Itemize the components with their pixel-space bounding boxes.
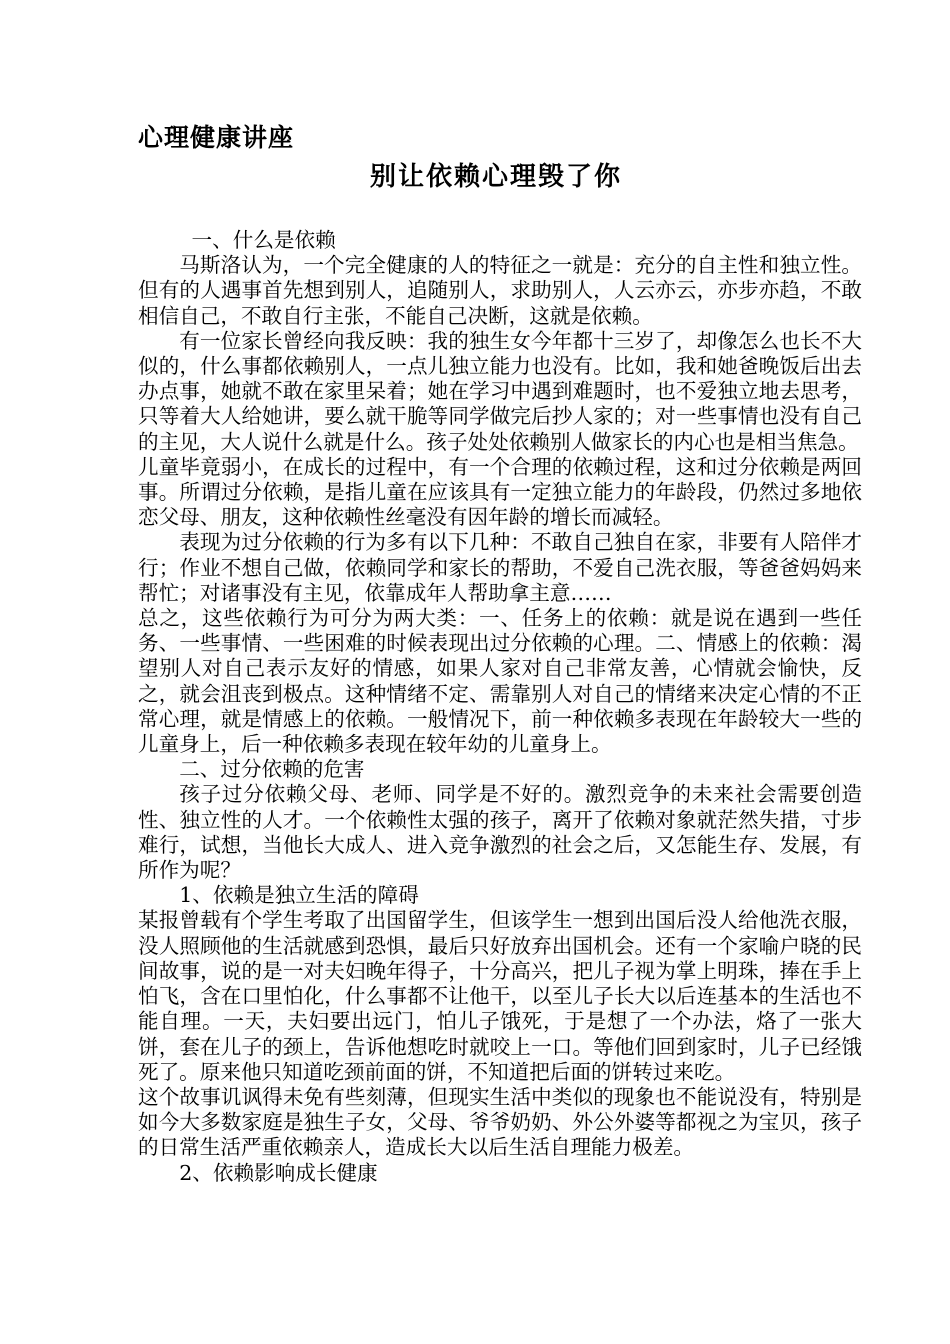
paragraph: 孩子过分依赖父母、老师、同学是不好的。激烈竞争的未来社会需要创造性、独立性的人才。一个依赖性太强的孩子，离开了依赖对象就茫然失措，寸步难行，试想，当他长大成人、进入竞争激烈的社会之后，又怎能生存、发展，有所作为呢？ [138,782,862,883]
subsection-heading-2: 2、依赖影响成长健康 [179,1160,378,1185]
paragraph: 某报曾载有个学生考取了出国留学生，但该学生一想到出国后没人给他洗衣服，没人照顾他的生活就感到恐惧，最后只好放弃出国机会。还有一个家喻户晓的民间故事，说的是一对夫妇晚年得子，十分高兴，把儿子视为掌上明珠，捧在手上怕飞，含在口里怕化，什么事都不让他干，以至儿子长大以后连基本的生活也不能自理。一天，夫妇要出远门，怕儿子饿死，于是想了一个办法，烙了一张大饼，套在儿子的颈上，告诉他想吃时就咬上一口。等他们回到家时，儿子已经饿死了。原来他只知道吃颈前面的饼，不知道把后面的饼转过来吃。 [138,908,862,1084]
paragraph: 表现为过分依赖的行为多有以下几种：不敢自己独自在家，非要有人陪伴才行；作业不想自己做，依赖同学和家长的帮助，不爱自己洗衣服，等爸爸妈妈来帮忙；对诸事没有主见，依靠成年人帮助拿主意…… [138,530,862,605]
document-body [138,228,862,1186]
section-heading-2: 二、过分依赖的危害 [179,757,365,782]
paragraph: 这个故事讥讽得未免有些刻薄，但现实生活中类似的现象也不能说没有，特别是如今大多数家庭是独生子女，父母、爷爷奶奶、外公外婆等都视之为宝贝，孩子的日常生活严重依赖亲人，造成长大以后生活自理能力极差。 [138,1084,862,1160]
document-title: 心理健康讲座 [138,123,295,152]
paragraph: 马斯洛认为，一个完全健康的人的特征之一就是：充分的自主性和独立性。但有的人遇事首先想到别人，追随别人，求助别人，人云亦云，亦步亦趋，不敢相信自己，不敢自行主张，不能自己决断，这就是依赖。 [138,253,862,328]
section-heading-1: 一、什么是依赖 [191,228,336,252]
paragraph: 儿童毕竟弱小，在成长的过程中，有一个合理的依赖过程，这和过分依赖是两回事。所谓过分依赖，是指儿童在应该具有一定独立能力的年龄段，仍然过多地依恋父母、朋友，这种依赖性丝毫没有因年龄的增长而减轻。 [138,454,862,530]
paragraph: 有一位家长曾经向我反映：我的独生女今年都十三岁了，却像怎么也长不大似的，什么事都依赖别人，一点儿独立能力也没有。比如，我和她爸晚饭后出去办点事，她就不敢在家里呆着；她在学习中遇到难题时，也不爱独立地去思考，只等着大人给她讲，要么就干脆等同学做完后抄人家的；对一些事情也没有自己的主见，大人说什么就是什么。孩子处处依赖别人做家长的内心也是相当焦急。 [138,328,862,454]
document-subtitle: 别让依赖心理毁了你 [370,162,623,192]
paragraph: 总之，这些依赖行为可分为两大类：一、任务上的依赖：就是说在遇到一些任务、一些事情、一些困难的时候表现出过分依赖的心理。二、情感上的依赖：渴望别人对自己表示友好的情感，如果人家对自己非常友善，心情就会愉快，反之，就会沮丧到极点。这种情绪不定、需靠别人对自己的情绪来决定心情的不正常心理，就是情感上的依赖。一般情况下，前一种依赖多表现在年龄较大一些的儿童身上，后一种依赖多表现在较年幼的儿童身上。 [138,606,862,757]
subsection-heading-1: 1、依赖是独立生活的障碍 [179,883,419,908]
